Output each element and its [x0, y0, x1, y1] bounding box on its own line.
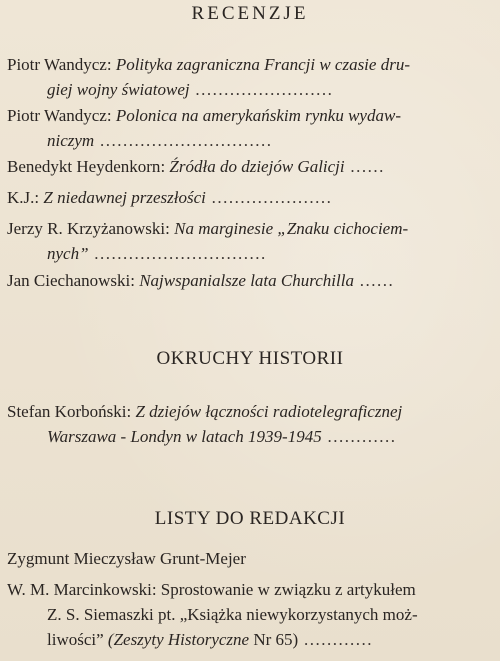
section-heading-listy-do-redakcji: LISTY DO REDAKCJI	[154, 508, 346, 529]
dot-leader: ........................	[189, 80, 334, 99]
dot-leader: ..............................	[88, 244, 267, 263]
dot-leader: ......	[344, 157, 385, 176]
entry-title: Na marginesie „Znaku cichociem	[174, 219, 403, 238]
entry-wandycz-polonica: Piotr Wandycz: Polonica na amerykańskim rynku wydaw- niczym ..............................	[7, 106, 401, 150]
dot-leader: ..............................	[94, 131, 273, 150]
entry-wandycz-polityka: Piotr Wandycz: Polityka zagraniczna Francji w czasie dru- giej wojny światowej ........................	[7, 55, 410, 99]
entry-title-cont: nych”	[47, 244, 89, 263]
section-heading-okruchy-historii: OKRUCHY HISTORII	[156, 348, 344, 369]
entry-title-cont: niczym	[47, 131, 95, 150]
entry-author: Jan Ciechanowski	[7, 271, 131, 290]
entry-title: Źródła do dziejów Galicji	[169, 157, 345, 176]
entry-title: Z niedawnej przeszłości	[43, 188, 206, 207]
entry-title: Polityka zagraniczna Francji w czasie dru	[115, 55, 405, 74]
entry-text-cont: Z. S. Siemaszki pt. „Książka niewykorzystanych moż	[47, 605, 412, 624]
entry-author: Jerzy R. Krzyżanowski	[7, 219, 166, 238]
entry-text: Sprostowanie w związku z artykułem	[160, 580, 416, 599]
entry-heydenkorn: Benedykt Heydenkorn: Źródła do dziejów Galicji ......	[7, 157, 385, 176]
dot-leader: .....................	[205, 188, 333, 207]
entry-korbonski: Stefan Korboński: Z dziejów łączności radiotelegraficznej Warszawa - Londyn w latach 1939-1945 ............	[7, 402, 403, 446]
section-heading-recenzje: RECENZJE	[191, 3, 309, 24]
journal-title: (Zeszyty Historyczne	[107, 630, 250, 649]
entry-author: Piotr Wandycz	[7, 106, 107, 125]
entry-title: Polonica na amerykańskim rynku wydaw	[115, 106, 396, 125]
entry-author: K.J.	[7, 188, 35, 207]
entry-title-cont: Warszawa - Londyn w latach 1939-1945	[47, 427, 322, 446]
dot-leader: ......	[353, 271, 395, 290]
entry-title: Najwspanialsze lata Churchilla	[139, 271, 354, 290]
entry-author: Piotr Wandycz	[7, 55, 107, 74]
journal-issue: Nr 65)	[253, 630, 299, 649]
entry-author: Stefan Korboński	[7, 402, 127, 421]
dot-leader: ............	[298, 630, 373, 649]
entry-title-cont: giej wojny światowej	[47, 80, 190, 99]
entry-kj: K.J.: Z niedawnej przeszłości .....................	[7, 188, 333, 207]
entry-krzyzanowski: Jerzy R. Krzyżanowski: Na marginesie „Znaku cichociem- nych” ..............................	[7, 219, 409, 263]
entry-grunt-mejer	[7, 546, 493, 571]
entry-text-cont: liwości”	[47, 630, 104, 649]
dot-leader: ............	[321, 427, 397, 446]
entry-author: Benedykt Heydenkorn	[7, 157, 161, 176]
entry-ciechanowski: Jan Ciechanowski: Najwspanialsze lata Churchilla ......	[7, 271, 395, 290]
entry-title: Z dziejów łączności radiotelegraficznej	[135, 402, 403, 421]
entry-author: Zygmunt Mieczysław Grunt-Mejer	[7, 549, 246, 568]
entry-marcinkowski: W. M. Marcinkowski: Sprostowanie w związku z artykułem Z. S. Siemaszki pt. „Książka niewykorzystanych moż- liwości” (Zeszyty Historyczne Nr 65) ............	[7, 580, 418, 649]
entry-author: W. M. Marcinkowski	[7, 580, 152, 599]
